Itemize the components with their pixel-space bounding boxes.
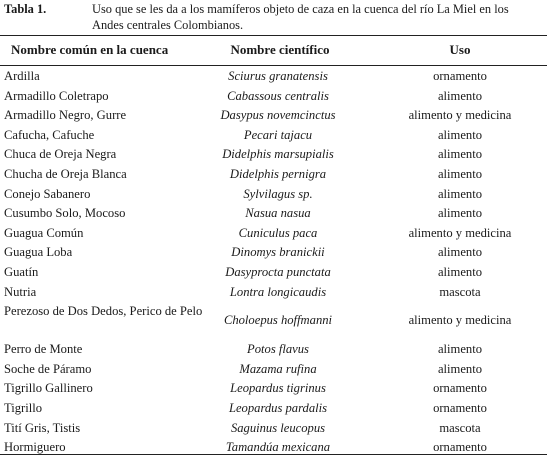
cell-scientific-name: Sciurus granatensis (228, 69, 328, 83)
table-row (0, 204, 547, 224)
table-row (0, 283, 547, 303)
caption-label: Tabla 1. (4, 2, 47, 16)
cell-common-name: Tití Gris, Tistis (4, 420, 81, 435)
table-bottom-rule (0, 454, 547, 455)
cell-common-name: Chuca de Oreja Negra (4, 147, 117, 162)
cell-common-name: Tigrillo (4, 400, 43, 415)
cell-scientific-name: Choloepus hoffmanni (223, 313, 333, 328)
header-common-name: Nombre común en la cuenca (11, 42, 169, 57)
cell-scientific-name: Nasua nasua (245, 206, 311, 221)
cell-use: mascota (439, 284, 481, 299)
cell-use: alimento (437, 342, 483, 357)
table-row (0, 106, 547, 126)
cell-use: alimento (437, 245, 483, 260)
cell-scientific-name: Didelphis pernigra (229, 166, 327, 181)
cell-common-name: Perro de Monte (4, 342, 83, 357)
cell-use: alimento (437, 206, 483, 221)
cell-scientific-name: Mazama rufina (239, 361, 317, 376)
cell-common-name: Tigrillo Gallinero (4, 381, 93, 396)
cell-common-name: Armadillo Negro, Gurre (4, 108, 127, 123)
cell-common-name: Conejo Sabanero (4, 186, 91, 201)
cell-common-name: Armadillo Coletrapo (4, 88, 109, 103)
caption-text: Uso que se les da a los mamíferos objeto de caza en la cuenca del río La Miel en los Andes centrales Colombianos. (92, 2, 509, 32)
table-row (0, 399, 547, 419)
cell-use: alimento y medicina (408, 225, 512, 240)
table-row (0, 87, 547, 107)
table-row (0, 243, 547, 263)
table-row (0, 165, 547, 185)
cell-use: alimento (437, 88, 483, 103)
cell-use: alimento (437, 264, 483, 279)
cell-use: ornamento (433, 440, 487, 455)
cell-common-name: Nutria (4, 284, 37, 299)
table-row (0, 302, 547, 340)
table-row (0, 340, 547, 360)
cell-use: alimento (437, 127, 483, 142)
table-row (0, 185, 547, 205)
table-header-rule (0, 65, 547, 66)
cell-scientific-name: Potos flavus (247, 342, 309, 357)
cell-scientific-name: Cabassous centralis (227, 88, 329, 103)
cell-scientific-name: Saguinus leucopus (230, 420, 326, 435)
cell-scientific-name: Cuniculus paca (238, 225, 318, 240)
table-body (0, 67, 547, 458)
table-row (0, 224, 547, 244)
cell-common-name: Guagua Común (4, 225, 84, 240)
cell-use: alimento (437, 166, 483, 181)
table-row (0, 379, 547, 399)
cell-scientific-name: Leopardus tigrinus (230, 381, 326, 396)
table-row (0, 145, 547, 165)
cell-scientific-name: Dinomys branickii (231, 245, 325, 260)
cell-use: ornamento (433, 400, 487, 415)
table-row (0, 263, 547, 283)
cell-use: alimento y medicina (408, 108, 512, 123)
cell-use: alimento (437, 186, 483, 201)
cell-use: alimento (437, 147, 483, 162)
cell-common-name: Hormiguero (4, 440, 66, 455)
cell-scientific-name: Lontra longicaudis (229, 284, 327, 299)
cell-common-name: Guagua Loba (4, 245, 73, 260)
table-header-row (0, 36, 547, 65)
cell-scientific-name: Sylvilagus sp. (243, 186, 313, 201)
header-use: Uso (449, 42, 471, 57)
cell-use: alimento (437, 361, 483, 376)
table-row (0, 67, 547, 87)
cell-use: alimento y medicina (408, 313, 512, 328)
cell-use: ornamento (433, 69, 487, 83)
table-row (0, 126, 547, 146)
cell-common-name: Cafucha, Cafuche (4, 127, 95, 142)
cell-common-name: Guatín (4, 264, 39, 279)
cell-use: mascota (439, 420, 481, 435)
cell-use: ornamento (433, 381, 487, 396)
cell-common-name: Chucha de Oreja Blanca (4, 166, 127, 181)
table-row (0, 419, 547, 439)
header-scientific-name: Nombre científico (230, 42, 330, 57)
cell-common-name: Cusumbo Solo, Mocoso (4, 206, 126, 221)
cell-common-name: Perezoso de Dos Dedos, Perico de Pelo (4, 304, 203, 319)
cell-scientific-name: Didelphis marsupialis (222, 147, 334, 162)
cell-common-name: Soche de Páramo (4, 361, 92, 376)
cell-scientific-name: Pecari tajacu (243, 127, 313, 142)
table-row (0, 360, 547, 380)
cell-scientific-name: Tamandúa mexicana (225, 440, 331, 455)
cell-scientific-name: Dasyprocta punctata (225, 264, 331, 279)
cell-scientific-name: Leopardus pardalis (228, 400, 328, 415)
cell-scientific-name: Dasypus novemcinctus (220, 108, 336, 123)
cell-common-name: Ardilla (4, 69, 40, 83)
